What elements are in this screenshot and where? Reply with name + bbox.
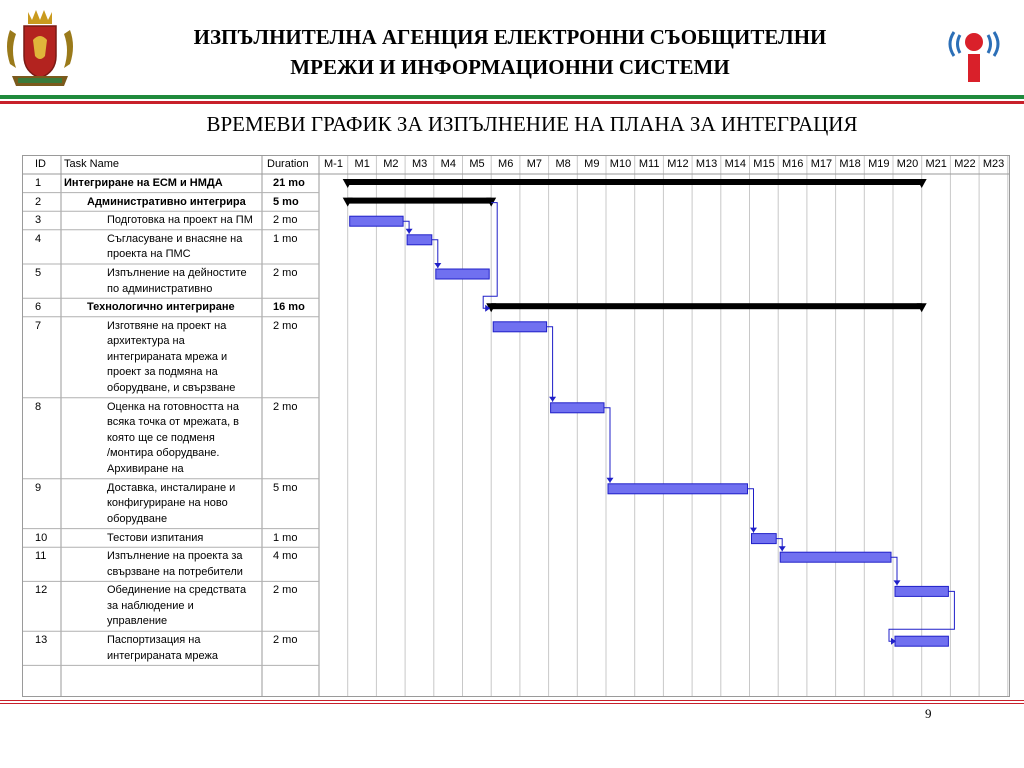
task-bar <box>752 534 777 544</box>
dependency-line <box>483 203 497 309</box>
task-duration: 2 mo <box>273 214 298 227</box>
task-duration: 21 mo <box>273 177 305 189</box>
task-name-line: Изпълнение на дейностите <box>107 267 247 279</box>
task-name-line: оборудване <box>107 512 168 525</box>
task-duration: 2 mo <box>273 267 298 279</box>
task-id: 13 <box>35 634 48 647</box>
gantt-chart <box>22 155 1010 697</box>
task-name <box>107 400 260 478</box>
task-name-line: която ще се подменя <box>107 431 215 444</box>
red-stripe <box>0 101 1024 104</box>
task-name-line: Паспортизация на <box>107 634 201 647</box>
month-label: M3 <box>411 158 428 170</box>
task-bar <box>493 322 546 332</box>
month-label: M2 <box>383 158 399 170</box>
task-id: 7 <box>35 319 42 332</box>
footer-line-2 <box>0 703 1024 704</box>
task-name <box>107 481 260 528</box>
month-label: M7 <box>526 158 543 170</box>
dependency-line <box>748 489 754 533</box>
task-id: 10 <box>35 531 48 544</box>
task-name <box>107 549 260 580</box>
task-name-line: Изготвяне на проект на <box>107 319 227 332</box>
task-name-line: проекта на ПМС <box>107 248 191 261</box>
month-label: M22 <box>954 158 976 170</box>
month-label: M14 <box>724 158 746 170</box>
task-name <box>107 319 260 397</box>
task-name-line: свързване на потребители <box>107 565 243 578</box>
month-label: M21 <box>925 158 947 170</box>
agency-title-line2: МРЕЖИ И ИНФОРМАЦИОННИ СИСТЕМИ <box>290 55 730 79</box>
footer-line-1 <box>0 700 1024 701</box>
task-name-line: Тестови изпитания <box>107 531 204 544</box>
column-header-id: ID <box>35 158 46 170</box>
task-id: 12 <box>35 584 48 597</box>
task-name <box>107 232 260 263</box>
month-label: M4 <box>440 158 456 170</box>
task-name-line: Съгласуване и внасяне на <box>107 232 243 245</box>
dependency-arrowhead <box>750 528 757 533</box>
task-name <box>107 531 260 547</box>
summary-bar <box>348 198 492 204</box>
dependency-line <box>547 327 553 402</box>
task-bar <box>895 636 948 646</box>
task-name <box>64 176 260 192</box>
agency-title <box>110 22 910 82</box>
task-name-line: Изпълнение на проекта за <box>107 550 243 563</box>
task-duration: 2 mo <box>273 584 298 597</box>
month-label: M23 <box>982 158 1005 170</box>
task-name-line: Доставка, инсталиране и <box>107 481 236 494</box>
task-name <box>107 266 260 297</box>
column-header-task: Task Name <box>64 158 120 170</box>
task-name-line: архитектура на <box>107 335 185 348</box>
task-name-line: Оценка на готовността на <box>107 400 239 413</box>
task-duration: 2 mo <box>273 634 298 647</box>
month-label: M1 <box>354 158 370 170</box>
task-id: 6 <box>35 301 42 314</box>
task-name-line: управление <box>107 615 168 628</box>
task-id: 9 <box>35 481 42 494</box>
task-name <box>107 583 260 630</box>
dependency-arrowhead <box>434 263 441 268</box>
column-header-duration: Duration <box>267 158 309 170</box>
task-name-line: проект за подмяна на <box>107 366 218 379</box>
month-label: M15 <box>753 158 775 170</box>
task-bar <box>780 552 891 562</box>
month-label: M13 <box>695 158 718 170</box>
task-duration: 5 mo <box>273 481 298 494</box>
page-number: 9 <box>925 706 932 721</box>
month-label: M20 <box>896 158 919 170</box>
task-bar <box>551 403 604 413</box>
task-bar <box>895 586 948 596</box>
task-name-line: по административно <box>107 282 213 295</box>
task-duration: 1 mo <box>273 531 298 544</box>
task-name-line: конфигуриране на ново <box>107 497 228 510</box>
task-name-line: Административно интегрира <box>87 195 246 208</box>
month-label: M10 <box>609 158 632 170</box>
task-duration: 2 mo <box>273 319 298 332</box>
chart-title: ВРЕМЕВИ ГРАФИК ЗА ИЗПЪЛНЕНИЕ НА ПЛАНА ЗА ИНТЕГРАЦИЯ <box>206 112 858 136</box>
task-name-line: оборудване, и свързване <box>107 381 236 394</box>
month-label: M16 <box>781 158 804 170</box>
task-id: 1 <box>35 177 42 189</box>
task-id: 2 <box>35 195 42 208</box>
task-id: 5 <box>35 267 42 279</box>
task-bar <box>608 484 748 494</box>
month-label: M19 <box>868 158 890 170</box>
month-label: M-1 <box>324 158 343 170</box>
dependency-arrowhead <box>607 478 614 483</box>
summary-bar <box>491 303 922 309</box>
task-bar <box>407 235 432 245</box>
task-name <box>107 633 260 664</box>
task-name-line: /монтира оборудване. <box>107 447 220 460</box>
task-id: 8 <box>35 400 42 413</box>
task-name-line: Подготовка на проект на ПМ <box>107 214 253 227</box>
month-label: M18 <box>839 158 861 170</box>
month-label: M6 <box>498 158 514 170</box>
task-name-line: Обединение на средствата <box>107 584 247 597</box>
task-duration: 1 mo <box>273 232 298 245</box>
dependency-arrowhead <box>549 397 556 402</box>
dependency-arrowhead <box>894 580 901 585</box>
task-id: 3 <box>35 214 42 227</box>
dependency-line <box>604 408 610 483</box>
month-label: M9 <box>584 158 600 170</box>
task-name-line: интегрираната мрежа <box>107 649 218 662</box>
task-duration: 2 mo <box>273 400 298 413</box>
task-name-line: Интегриране на ЕСМ и НМДА <box>64 177 223 189</box>
dependency-arrowhead <box>406 229 413 234</box>
task-name-line: за наблюдение и <box>107 599 194 612</box>
task-duration: 16 mo <box>273 301 305 314</box>
month-label: M8 <box>555 158 571 170</box>
task-name-line: Технологично интегриране <box>87 301 235 314</box>
month-label: M17 <box>810 158 833 170</box>
task-bar <box>350 216 403 226</box>
task-duration: 4 mo <box>273 550 298 563</box>
task-name <box>87 195 260 211</box>
task-name <box>107 213 260 229</box>
agency-title-line1: ИЗПЪЛНИТЕЛНА АГЕНЦИЯ ЕЛЕКТРОННИ СЪОБЩИТЕЛНИ <box>193 25 827 49</box>
month-label: M12 <box>667 158 689 170</box>
task-name-line: всяка точка от мрежата, в <box>107 416 240 429</box>
dependency-arrowhead <box>779 546 786 551</box>
task-id: 4 <box>35 232 42 245</box>
coat-of-arms-icon <box>2 6 78 92</box>
month-label: M5 <box>469 158 485 170</box>
month-label: M11 <box>638 158 660 170</box>
task-bar <box>436 269 489 279</box>
agency-signal-logo-icon <box>944 20 1004 84</box>
task-id: 11 <box>35 550 47 563</box>
summary-bar <box>348 179 922 185</box>
task-name-line: Архивиране на <box>107 462 184 475</box>
task-duration: 5 mo <box>273 195 299 208</box>
task-name <box>87 300 260 316</box>
task-name-line: интегрираната мрежа и <box>107 350 228 363</box>
